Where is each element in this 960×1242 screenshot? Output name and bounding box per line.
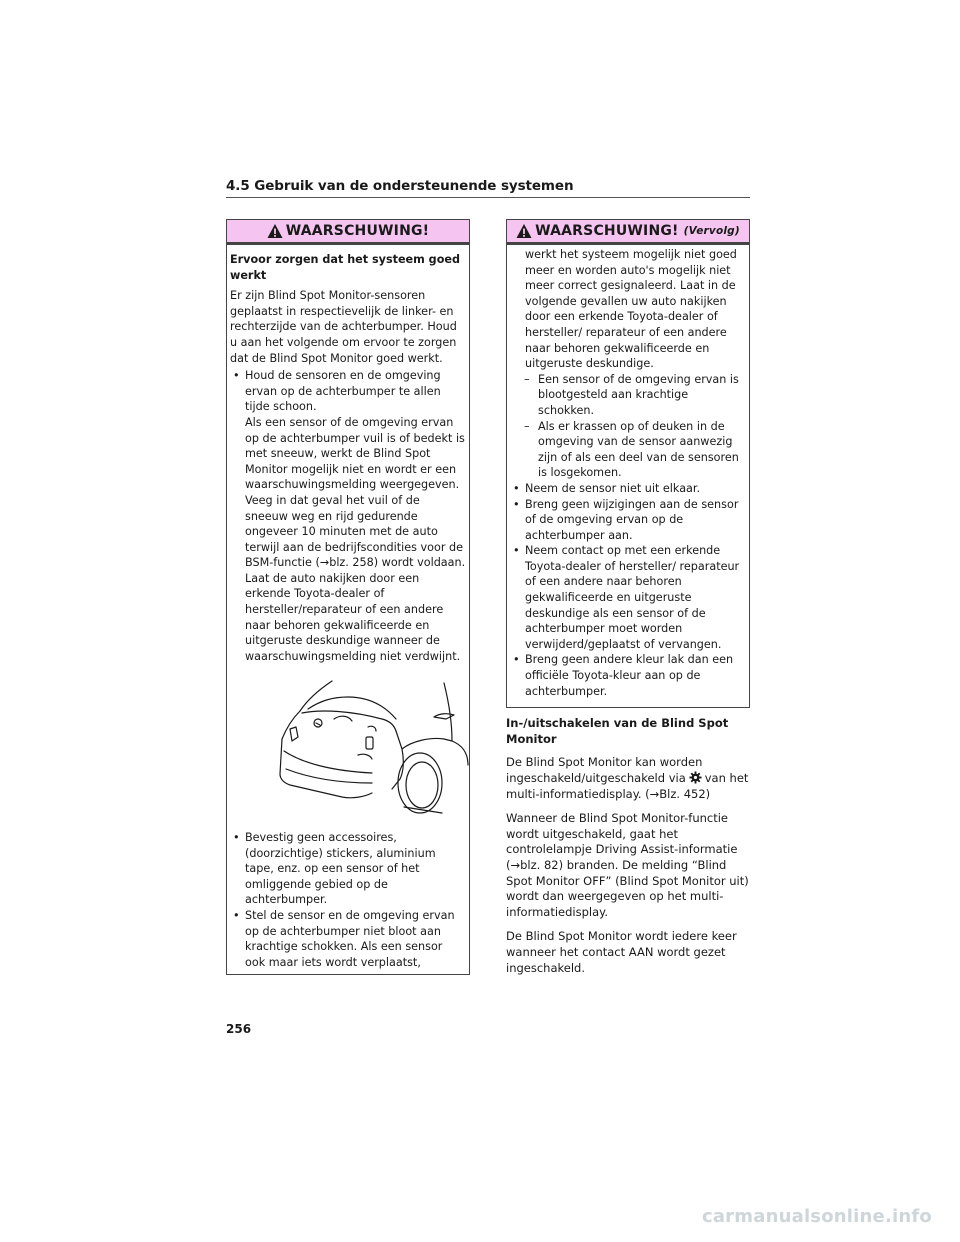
warning-body-continued [507,245,749,707]
warning-box-left [226,219,470,975]
section-header: 4.5 Gebruik van de ondersteunende systemen [226,178,750,198]
list-item: • Breng geen wijzigingen aan de sensor of de omgeving ervan op de achterbumper aan. [513,497,739,542]
list-item: • Bevestig geen accessoires, (doorzichtige) stickers, aluminium tape, enz. op een sensor of het omliggende gebied op de achterbumper. [233,831,436,907]
warning-header-continued [507,220,749,245]
body-paragraph: De Blind Spot Monitor kan worden ingeschakeld/uitgeschakeld via van het multi-informatiedisplay. (→Blz. 452) [506,755,749,801]
warning-body [227,245,469,974]
body-paragraph: De Blind Spot Monitor wordt iedere keer wanneer het contact AAN wordt gezet ingeschakeld. [506,929,737,975]
list-item: • Breng geen andere kleur lak dan een officiële Toyota-kleur aan op de achterbumper. [513,653,734,698]
body-paragraph: Wanneer de Blind Spot Monitor-functie wordt uitgeschakeld, gaat het controlelampje Driving Assist-informatie (→blz. 82) branden. De melding “Blind Spot Monitor OFF” (Blind Spot Monitor uit) wordt dan weergegeven op het multi-informatiedisplay. [506,811,749,919]
right-column [506,219,750,985]
gear-icon [689,771,702,784]
warning-heading: WAARSCHUWING! [535,223,679,239]
bullet-detail: Als een sensor of de omgeving ervan op de achterbumper vuil is of bedekt is met sneeuw, werkt de Blind Spot Monitor mogelijk niet en wordt er een waarschuwingsmelding weergegeven. Veeg in dat geval het vuil of de sneeuw weg en rijd gedurende ongeveer 10 minuten met de auto terwijl aan de bedrijfscondities voor de BSM-functie (→blz. 258) wordt voldaan. Laat de auto nakijken door een erkende Toyota-dealer of hersteller/reparateur of een andere naar behoren gekwalificeerde en uitgeruste deskundige wanneer de waarschuwingsmelding niet verdwijnt. [245,415,466,663]
page-number: 256 [226,1022,252,1036]
warning-title: Ervoor zorgen dat het systeem goed werkt [230,253,460,282]
list-item: • Houd de sensoren en de omgeving ervan op de achterbumper te allen tijde schoon. [233,369,441,414]
warning-triangle-icon [516,223,532,239]
list-item: • Neem contact op met een erkende Toyota-dealer of hersteller/ reparateur of een andere naar behoren gekwalificeerde en uitgeruste deskundige als een sensor of de achterbumper moet worden verwijderd/geplaatst of vervangen. [513,544,740,651]
list-item: • Neem de sensor niet uit elkaar. [513,481,701,495]
continued-text: werkt het systeem mogelijk niet goed meer en worden auto's mogelijk niet meer correct gesignaleerd. Laat in de volgende gevallen uw auto nakijken door een erkende Toyota-dealer of hersteller/ reparateur of een andere naar behoren gekwalificeerde en uitgeruste deskundige. [525,248,737,371]
list-item: • Stel de sensor en de omgeving ervan op de achterbumper niet bloot aan krachtige schokken. Als een sensor ook maar iets wordt verplaatst, [233,909,455,969]
warning-heading: WAARSCHUWING! [285,223,430,239]
list-item: – Als er krassen op of deuken in de omgeving van de sensor aanwezig zijn of als een deel van de sensoren is losgekomen. [524,419,739,480]
warning-intro: Er zijn Blind Spot Monitor-sensoren geplaatst in respectievelijk de linker- en rechterzijde van de achterbumper. Houd u aan het volgende om ervoor te zorgen dat de Blind Spot Monitor goed werkt. [230,289,457,365]
list-item: – Een sensor of de omgeving ervan is blootgesteld aan krachtige schokken. [524,372,739,417]
watermark: carmanualsonline.info [701,1206,932,1227]
rear-bumper-sensor-illustration [272,679,472,817]
continued-label: (Vervolg) [683,225,740,237]
left-column [226,219,470,975]
warning-triangle-icon [267,223,283,239]
warning-box-right [506,219,750,708]
warning-header [227,220,469,245]
section-title: In-/uitschakelen van de Blind Spot Monitor [506,716,729,746]
